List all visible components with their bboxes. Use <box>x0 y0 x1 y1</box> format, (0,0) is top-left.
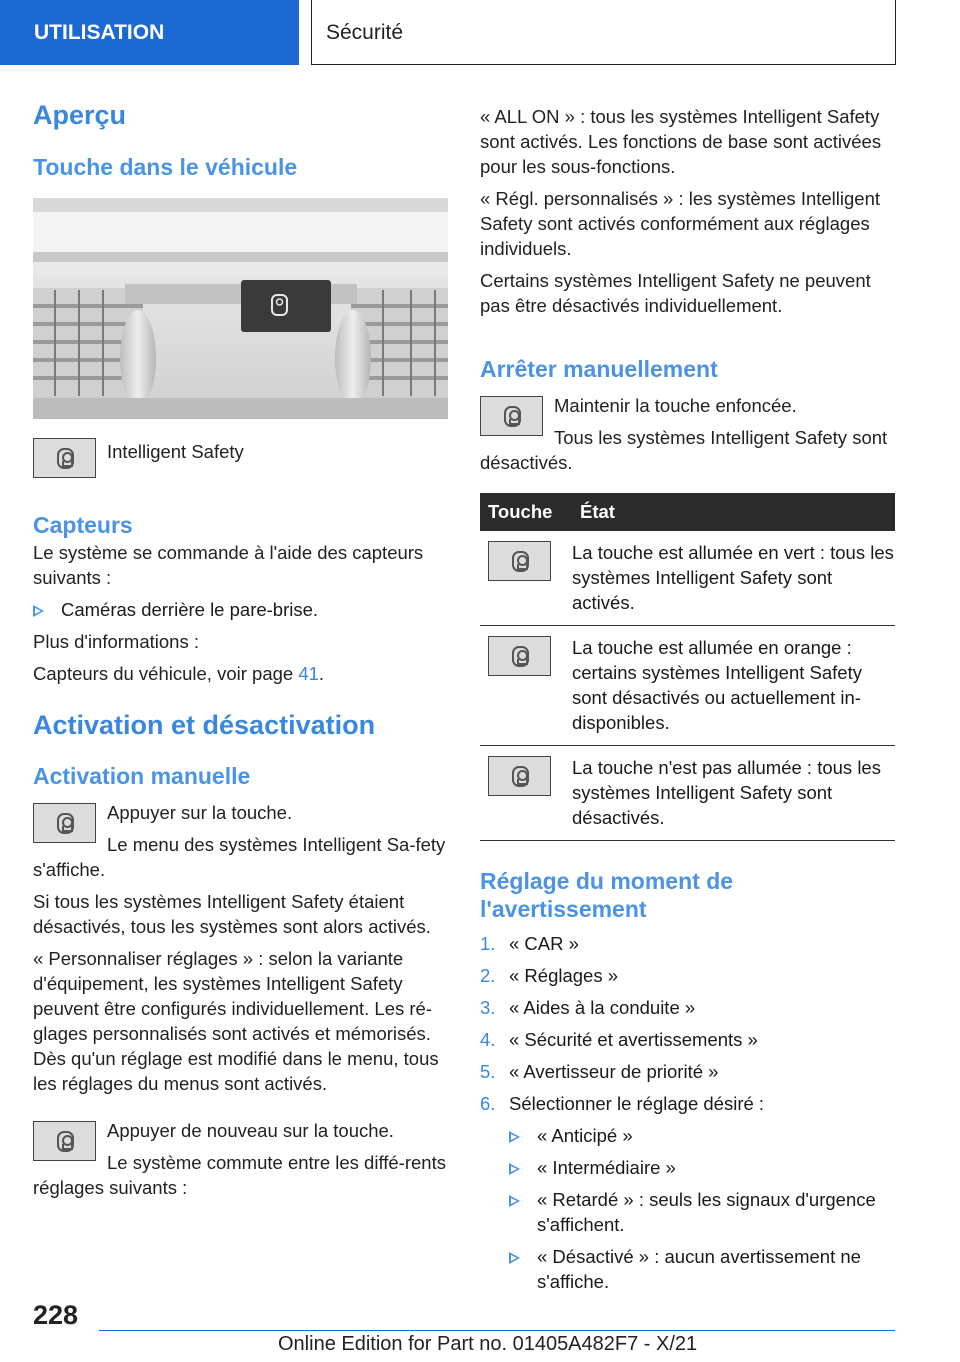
tous-desactives-span: Tous les systèmes Intelligent Safety sont désactivés. <box>480 427 888 473</box>
intelligent-safety-button-icon <box>488 636 551 676</box>
appuyer-text: Appuyer sur la touche. <box>107 802 293 823</box>
list-item <box>480 931 895 956</box>
step-number: 1. <box>480 933 496 954</box>
step-text: « Avertisseur de priorité » <box>509 1061 719 1082</box>
step-text: « Réglages » <box>509 965 619 986</box>
table-cell-state: La touche est allumée en orange : certains systèmes Intelligent Safety sont désactivés ou actuellement in-disponibles. <box>572 626 895 746</box>
right-column <box>480 104 895 1301</box>
table-cell-icon <box>480 746 572 841</box>
si-tous-text: Si tous les systèmes Intelligent Safety étaient désactivés, tous les systèmes sont alors activés. <box>33 891 431 937</box>
table-header-touche: Touche <box>480 493 572 531</box>
intelligent-safety-label-row <box>33 438 448 480</box>
intelligent-safety-button-icon <box>33 803 96 843</box>
list-item <box>509 1155 895 1180</box>
step-number: 6. <box>480 1093 496 1114</box>
button-state-table <box>480 493 895 841</box>
reference-prefix: Capteurs du véhicule, voir page <box>33 663 294 684</box>
capteurs-text: Le système se commande à l'aide des capteurs suivants : <box>33 542 424 588</box>
capteurs-heading: Capteurs <box>33 512 133 538</box>
activation-heading: Activation et désactivation <box>33 710 376 740</box>
reglage-heading: Réglage du moment de l'avertissement <box>480 868 734 922</box>
list-item <box>480 1027 895 1052</box>
intelligent-safety-button-icon <box>33 1121 96 1161</box>
step-number: 5. <box>480 1061 496 1082</box>
list-item <box>509 1187 895 1237</box>
list-item <box>480 995 895 1020</box>
step-number: 3. <box>480 997 496 1018</box>
topic-tab: Sécurité <box>311 0 896 65</box>
capteurs-bullet-text: Caméras derrière le pare-brise. <box>61 599 319 620</box>
step-text: Sélectionner le réglage désiré : <box>509 1093 765 1114</box>
table-cell-icon <box>480 626 572 746</box>
step-number: 4. <box>480 1029 496 1050</box>
vehicle-dashboard-image <box>33 198 448 419</box>
vehicle-button-photo <box>33 198 448 419</box>
table-cell-state: La touche n'est pas allumée : tous les systèmes Intelligent Safety sont désactivés. <box>572 746 895 841</box>
intelligent-safety-button-icon <box>488 541 551 581</box>
option-text: « Retardé » : seuls les signaux d'urgence s'affichent. <box>537 1189 876 1235</box>
list-item <box>480 1091 895 1116</box>
table-cell-icon <box>480 531 572 626</box>
list-item <box>480 963 895 988</box>
appuyer-row <box>33 800 448 882</box>
table-header-row <box>480 493 895 531</box>
intelligent-safety-button-icon <box>33 438 96 478</box>
plus-info-text: Plus d'informations : <box>33 631 199 652</box>
personnaliser-text: « Personnaliser réglages » : selon la variante d'équipement, les systèmes Intelligent Safety peuvent être configurés individuellement. Les ré-glages personnalisés sont activés et mémorisés. Dès qu'un réglage est modifié dans le menu, tous les réglages du menus sont activés. <box>33 948 439 1094</box>
step-text: « Aides à la conduite » <box>509 997 696 1018</box>
intelligent-safety-label: Intelligent Safety <box>107 441 244 462</box>
maintenir-text: Maintenir la touche enfoncée. <box>554 395 797 416</box>
regl-perso-text: « Régl. personnalisés » : les systèmes Intelligent Safety sont activés conformément aux réglages individuels. <box>480 188 881 259</box>
appuyer-again-text: Appuyer de nouveau sur la touche. <box>107 1120 394 1141</box>
capteurs-reference <box>33 661 448 686</box>
appuyer-again-row <box>33 1118 448 1200</box>
section-tab: UTILISATION <box>0 0 299 65</box>
page-link[interactable]: 41 <box>298 663 319 684</box>
commute-span: Le système commute entre les diffé-rents réglages suivants : <box>33 1152 446 1198</box>
step-number: 2. <box>480 965 496 986</box>
arreter-heading: Arrêter manuellement <box>480 356 718 382</box>
menu-affiche-span: Le menu des systèmes Intelligent Sa-fety s'affiche. <box>33 834 446 880</box>
apercu-heading: Aperçu <box>33 100 127 130</box>
left-column <box>33 98 448 1200</box>
activation-manuelle-heading: Activation manuelle <box>33 763 251 789</box>
step-text: « Sécurité et avertissements » <box>509 1029 758 1050</box>
table-row <box>480 626 895 746</box>
footer-divider <box>99 1330 895 1331</box>
intelligent-safety-button-icon <box>480 396 543 436</box>
maintenir-row <box>480 393 895 475</box>
table-header-etat: État <box>572 493 895 531</box>
certains-text: Certains systèmes Intelligent Safety ne peuvent pas être désactivés individuellement. <box>480 270 871 316</box>
list-item <box>509 1123 895 1148</box>
option-text: « Intermédiaire » <box>537 1157 676 1178</box>
options-list <box>480 1123 895 1294</box>
footer-edition: Online Edition for Part no. 01405A482F7 - X/21 <box>278 1333 698 1355</box>
table-row <box>480 531 895 626</box>
page-number: 228 <box>33 1300 79 1330</box>
reference-suffix: . <box>318 663 325 684</box>
list-item <box>509 1244 895 1294</box>
step-text: « CAR » <box>509 933 579 954</box>
steps-list <box>480 931 895 1116</box>
touche-heading: Touche dans le véhicule <box>33 154 298 180</box>
intelligent-safety-button-icon <box>488 756 551 796</box>
all-on-text: « ALL ON » : tous les systèmes Intelligent Safety sont activés. Les fonctions de base sont activées pour les sous-fonctions. <box>480 106 882 177</box>
table-row <box>480 746 895 841</box>
table-cell-state: La touche est allumée en vert : tous les systèmes Intelligent Safety sont activés. <box>572 531 895 626</box>
capteurs-bullet <box>33 597 448 622</box>
list-item <box>480 1059 895 1084</box>
option-text: « Désactivé » : aucun avertissement ne s'affiche. <box>537 1246 861 1292</box>
option-text: « Anticipé » <box>537 1125 633 1146</box>
